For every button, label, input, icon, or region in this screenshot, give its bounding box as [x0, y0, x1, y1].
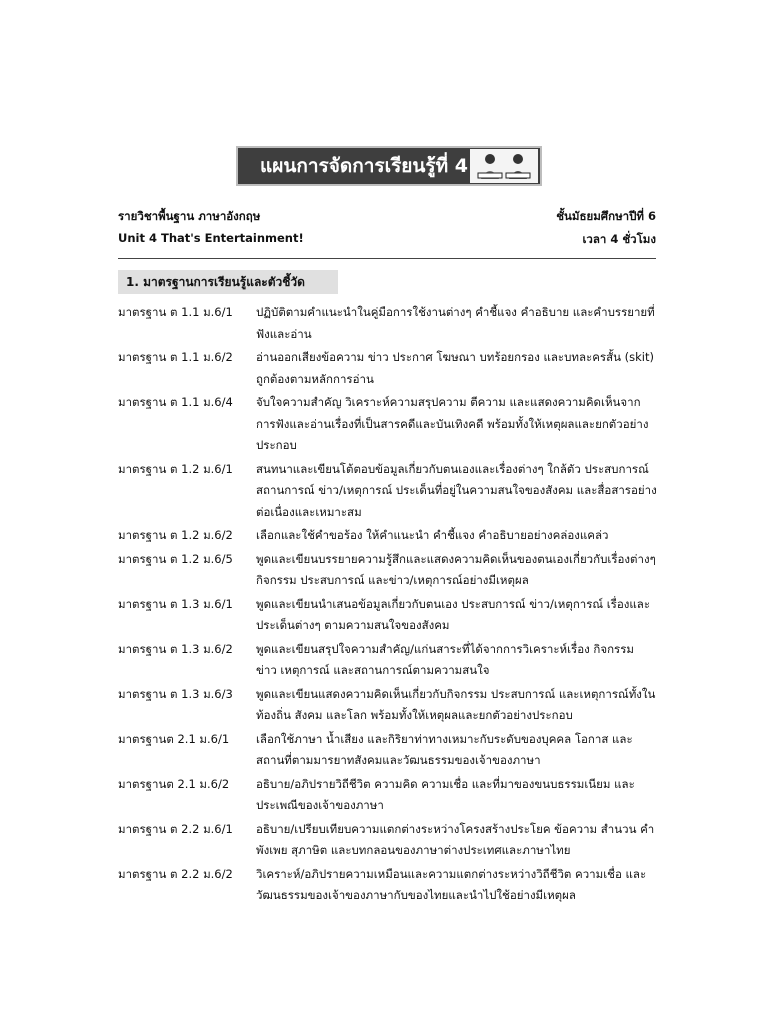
lesson-plan-banner [236, 146, 542, 186]
grade-level: ชั้นมัธยมศึกษาปีที่ 6 [556, 209, 656, 223]
standard-item [118, 459, 658, 524]
standard-description: พูดและเขียนแสดงความคิดเห็นเกี่ยวกับกิจกรรม ประสบการณ์ และเหตุการณ์ทั้งในท้องถิ่น สังคม และโลก พร้อมทั้งให้เหตุผลและยกตัวอย่างประกอบ [256, 686, 656, 722]
subject-name: รายวิชาพื้นฐาน ภาษาอังกฤษ [118, 209, 261, 223]
standard-description: พูดและเขียนบรรยายความรู้สึกและแสดงความคิดเห็นของตนเองเกี่ยวกับเรื่องต่างๆ กิจกรรม ประสบการณ์ และข่าว/เหตุการณ์อย่างมีเหตุผล [256, 551, 656, 587]
standard-item [118, 302, 658, 345]
lesson-plan-title: แผนการจัดการเรียนรู้ที่ 4 [260, 155, 468, 177]
standard-code: มาตรฐาน ต 1.1 ม.6/4 [118, 395, 233, 409]
standard-code: มาตรฐาน ต 2.2 ม.6/1 [118, 821, 233, 836]
standard-description: อธิบาย/เปรียบเทียบความแตกต่างระหว่างโครงสร้างประโยค ข้อความ สำนวน คำพังเพย สุภาษิต และบทกลอนของภาษาต่างประเทศและภาษาไทย [256, 821, 655, 857]
standard-item [118, 347, 658, 390]
standard-item [118, 684, 658, 727]
standard-code: มาตรฐานต 2.1 ม.6/1 [118, 731, 230, 746]
standard-code: มาตรฐานต 2.1 ม.6/2 [118, 776, 230, 791]
standard-code: มาตรฐาน ต 2.2 ม.6/2 [118, 866, 233, 881]
standard-description: เลือกใช้ภาษา น้ำเสียง และกิริยาท่าทางเหมาะกับระดับของบุคคล โอกาส และสถานที่ตามมารยาทสังคมและวัฒนธรรมของเจ้าของภาษา [256, 731, 633, 767]
standard-code: มาตรฐาน ต 1.3 ม.6/1 [118, 596, 233, 611]
standard-item [118, 639, 658, 682]
standard-description: พูดและเขียนนำเสนอข้อมูลเกี่ยวกับตนเอง ประสบการณ์ ข่าว/เหตุการณ์ เรื่องและประเด็นต่างๆ ตามความสนใจของสังคม [256, 596, 651, 632]
standard-description: พูดและเขียนสรุปใจความสำคัญ/แก่นสาระที่ได้จากการวิเคราะห์เรื่อง กิจกรรม ข่าว เหตุการณ์ และสถานการณ์ตามความสนใจ [256, 641, 634, 677]
header-divider [118, 258, 656, 259]
unit-row [118, 231, 656, 249]
standard-item [118, 525, 658, 547]
standard-item [118, 729, 658, 772]
standard-item [118, 594, 658, 637]
standard-code: มาตรฐาน ต 1.2 ม.6/5 [118, 551, 233, 566]
standard-item [118, 392, 658, 457]
standard-description: อธิบาย/อภิปรายวิถีชีวิต ความคิด ความเชื่อ และที่มาของขนบธรรมเนียม และประเพณีของเจ้าของภาษา [256, 776, 635, 812]
standards-list [118, 302, 658, 909]
unit-time: เวลา 4 ชั่วโมง [582, 232, 656, 246]
standard-description: วิเคราะห์/อภิปรายความเหมือนและความแตกต่างระหว่างวิถีชีวิต ความเชื่อ และวัฒนธรรมของเจ้าของภาษากับของไทยและนำไปใช้อย่างมีเหตุผล [256, 866, 647, 902]
standard-item [118, 774, 658, 817]
section-heading: 1. มาตรฐานการเรียนรู้และตัวชี้วัด [118, 270, 338, 294]
unit-name: Unit 4 That's Entertainment! [118, 231, 304, 245]
standard-code: มาตรฐาน ต 1.3 ม.6/3 [118, 686, 233, 701]
standard-description: สนทนาและเขียนโต้ตอบข้อมูลเกี่ยวกับตนเองและเรื่องต่างๆ ใกล้ตัว ประสบการณ์ สถานการณ์ ข่าว/เหตุการณ์ ประเด็นที่อยู่ในความสนใจของสังคม และสื่อสารอย่างต่อเนื่องและเหมาะสม [256, 461, 657, 519]
standard-code: มาตรฐาน ต 1.2 ม.6/2 [118, 528, 233, 542]
students-reading-illustration [470, 149, 538, 183]
standard-item [118, 549, 658, 592]
subject-row [118, 208, 656, 226]
standard-code: มาตรฐาน ต 1.1 ม.6/1 [118, 305, 233, 319]
standard-code: มาตรฐาน ต 1.2 ม.6/1 [118, 461, 233, 476]
standard-description: อ่านออกเสียงข้อความ ข่าว ประกาศ โฆษณา บทร้อยกรอง และบทละครสั้น (skit) ถูกต้องตามหลักการอ่าน [256, 350, 654, 386]
standard-description: เลือกและใช้คำขอร้อง ให้คำแนะนำ คำชี้แจง คำอธิบายอย่างคล่องแคล่ว [256, 528, 609, 542]
standard-code: มาตรฐาน ต 1.1 ม.6/2 [118, 350, 233, 364]
standard-item [118, 864, 658, 907]
standard-code: มาตรฐาน ต 1.3 ม.6/2 [118, 641, 233, 656]
standard-item [118, 819, 658, 862]
standard-description: จับใจความสำคัญ วิเคราะห์ความสรุปความ ตีความ และแสดงความคิดเห็นจากการฟังและอ่านเรื่องที่เป็นสารคดีและบันเทิงคดี พร้อมทั้งให้เหตุผลและยกตัวอย่างประกอบ [256, 395, 649, 452]
standard-description: ปฏิบัติตามคำแนะนำในคู่มือการใช้งานต่างๆ คำชี้แจง คำอธิบาย และคำบรรยายที่ฟังและอ่าน [256, 305, 655, 341]
